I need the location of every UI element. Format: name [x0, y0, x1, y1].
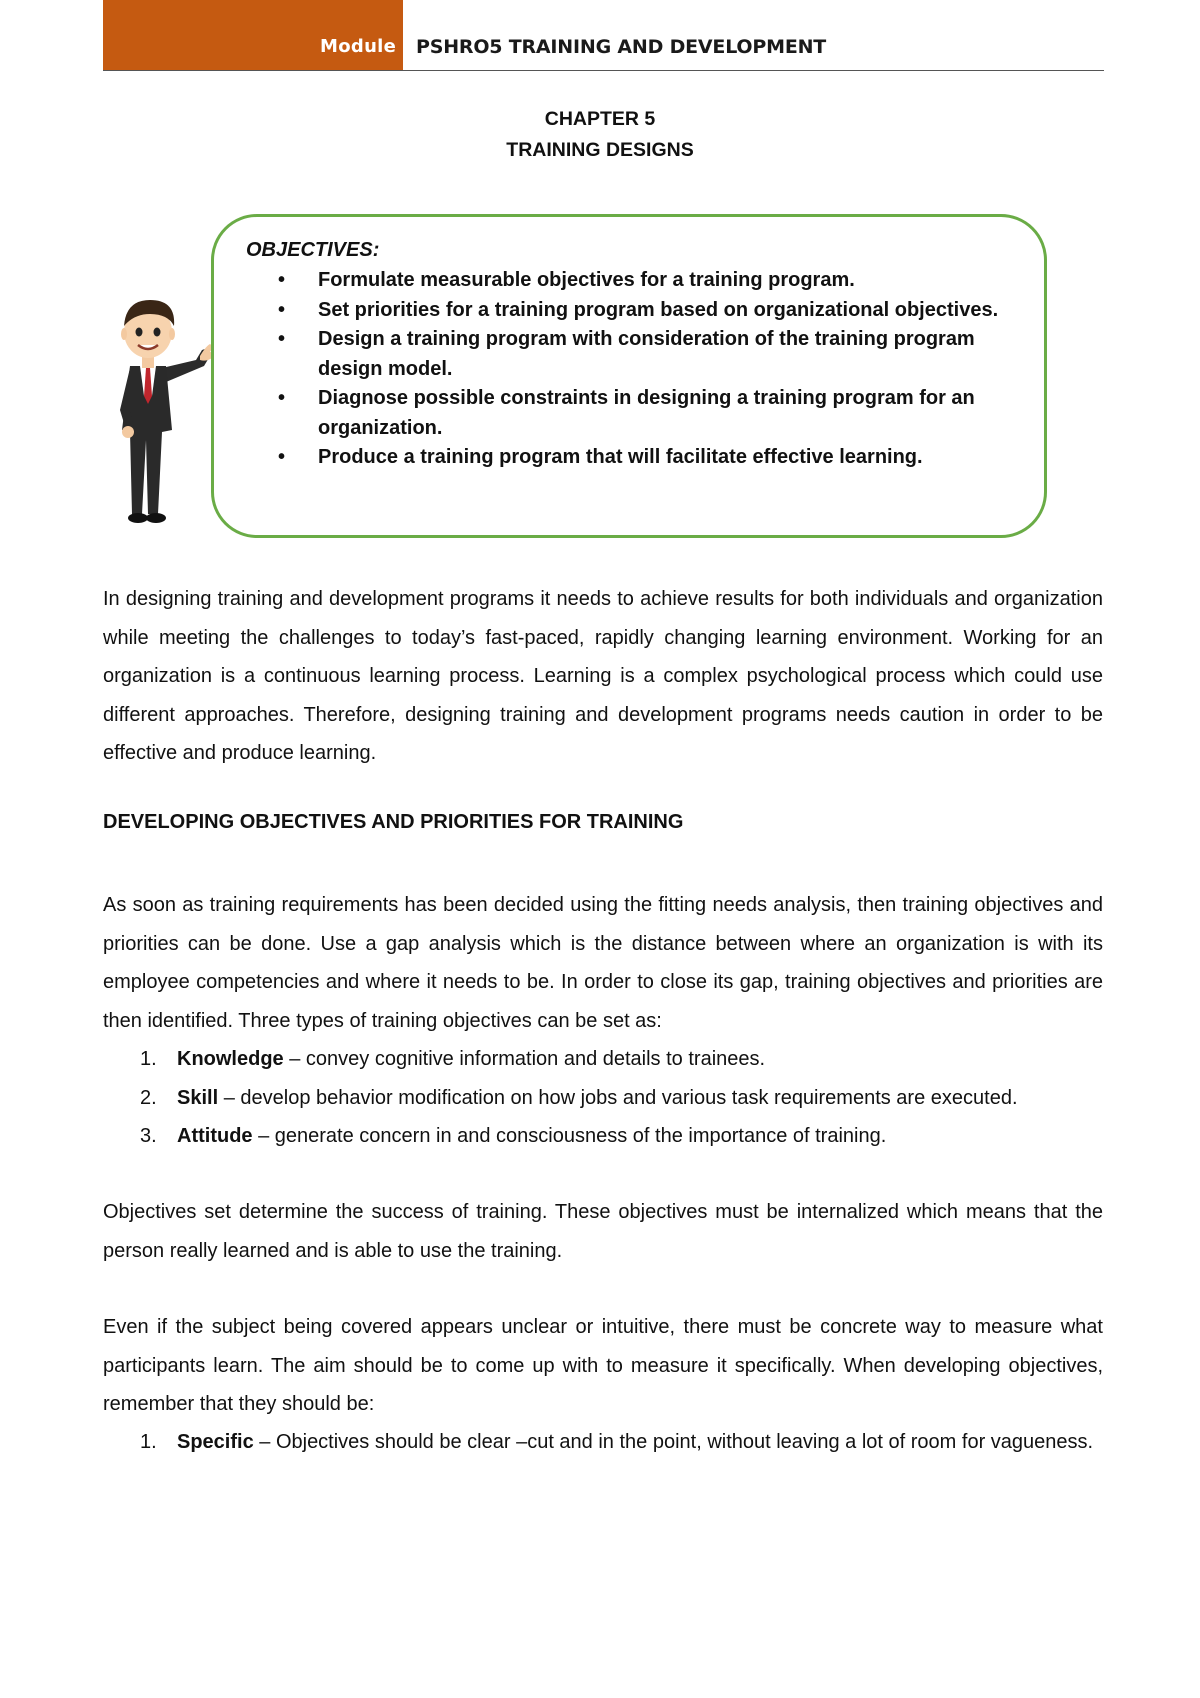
- course-title: PSHRO5 TRAINING AND DEVELOPMENT: [416, 36, 827, 58]
- list-item: [140, 1423, 1105, 1462]
- header-divider: [103, 70, 1104, 71]
- bullet-icon: •: [278, 298, 286, 321]
- objective-text: Design a training program with consideration of the training program design model.: [318, 328, 975, 380]
- list-item: [140, 1079, 1105, 1118]
- module-header-tab: [103, 0, 403, 70]
- bullet-icon: •: [278, 387, 286, 409]
- objective-text: Set priorities for a training program based on organizational objectives.: [318, 298, 999, 321]
- list-number: 1.: [140, 1048, 157, 1070]
- list-number: 1.: [140, 1431, 157, 1453]
- objectives-list: [278, 266, 1018, 473]
- list-item: [140, 1117, 1105, 1156]
- internalized-paragraph: Objectives set determine the success of training. These objectives must be internalized which means that the person really learned and is able to use the training.: [103, 1201, 1103, 1262]
- type-term: Skill: [177, 1086, 219, 1109]
- measure-paragraph: Even if the subject being covered appears unclear or intuitive, there must be concrete way to measure what participants learn. The aim should be to come up with to measure it specifically. When developing objectives, remember that they should be:: [103, 1316, 1103, 1415]
- criteria-description: – Objectives should be clear –cut and in the point, without leaving a lot of room for vagueness.: [253, 1431, 1094, 1453]
- bullet-icon: •: [278, 269, 286, 291]
- type-description: – generate concern in and consciousness of the importance of training.: [252, 1125, 887, 1147]
- objective-text: Produce a training program that will facilitate effective learning.: [318, 446, 923, 468]
- list-item: [140, 1040, 1105, 1079]
- type-term: Attitude: [177, 1125, 253, 1147]
- type-description: – convey cognitive information and details to trainees.: [283, 1048, 766, 1070]
- bullet-icon: •: [278, 328, 286, 350]
- objective-types-list: [140, 1040, 1105, 1156]
- criteria-term: Specific: [177, 1431, 254, 1453]
- intro-paragraph: In designing training and development programs it needs to achieve results for both individuals and organization while meeting the challenges to today’s fast-paced, rapidly changing learning environment. Working for an organization is a continuous learning process. Learning is a complex psychological process which could use different approaches. Therefore, designing training and development programs needs caution in order to be effective and produce learning.: [103, 588, 1103, 764]
- bullet-icon: •: [278, 446, 286, 468]
- type-description: – develop behavior modification on how jobs and various task requirements are executed.: [218, 1086, 1018, 1109]
- list-number: 2.: [140, 1086, 157, 1109]
- presenter-character-illustration: [100, 300, 212, 530]
- objective-text: Formulate measurable objectives for a training program.: [318, 269, 855, 291]
- gap-analysis-paragraph: As soon as training requirements has been decided using the fitting needs analysis, then training objectives and priorities can be done. Use a gap analysis which is the distance between where an organization is with its employee competencies and where it needs to be. In order to close its gap, training objectives and priorities are then identified. Three types of training objectives can be set as:: [103, 894, 1103, 1032]
- list-item: [278, 325, 1018, 384]
- chapter-title: TRAINING DESIGNS: [506, 139, 694, 161]
- section-heading: DEVELOPING OBJECTIVES AND PRIORITIES FOR TRAINING: [103, 811, 684, 833]
- objectives-heading: OBJECTIVES:: [246, 239, 380, 261]
- type-term: Knowledge: [177, 1048, 284, 1070]
- list-number: 3.: [140, 1125, 157, 1147]
- list-item: [278, 266, 1018, 296]
- objective-criteria-list: [140, 1423, 1105, 1462]
- module-label: Module: [320, 36, 397, 57]
- list-item: [278, 296, 1018, 326]
- chapter-number: CHAPTER 5: [544, 108, 656, 130]
- list-item: [278, 443, 1018, 473]
- list-item: [278, 384, 1018, 443]
- objective-text: Diagnose possible constraints in designing a training program for an organization.: [318, 387, 975, 439]
